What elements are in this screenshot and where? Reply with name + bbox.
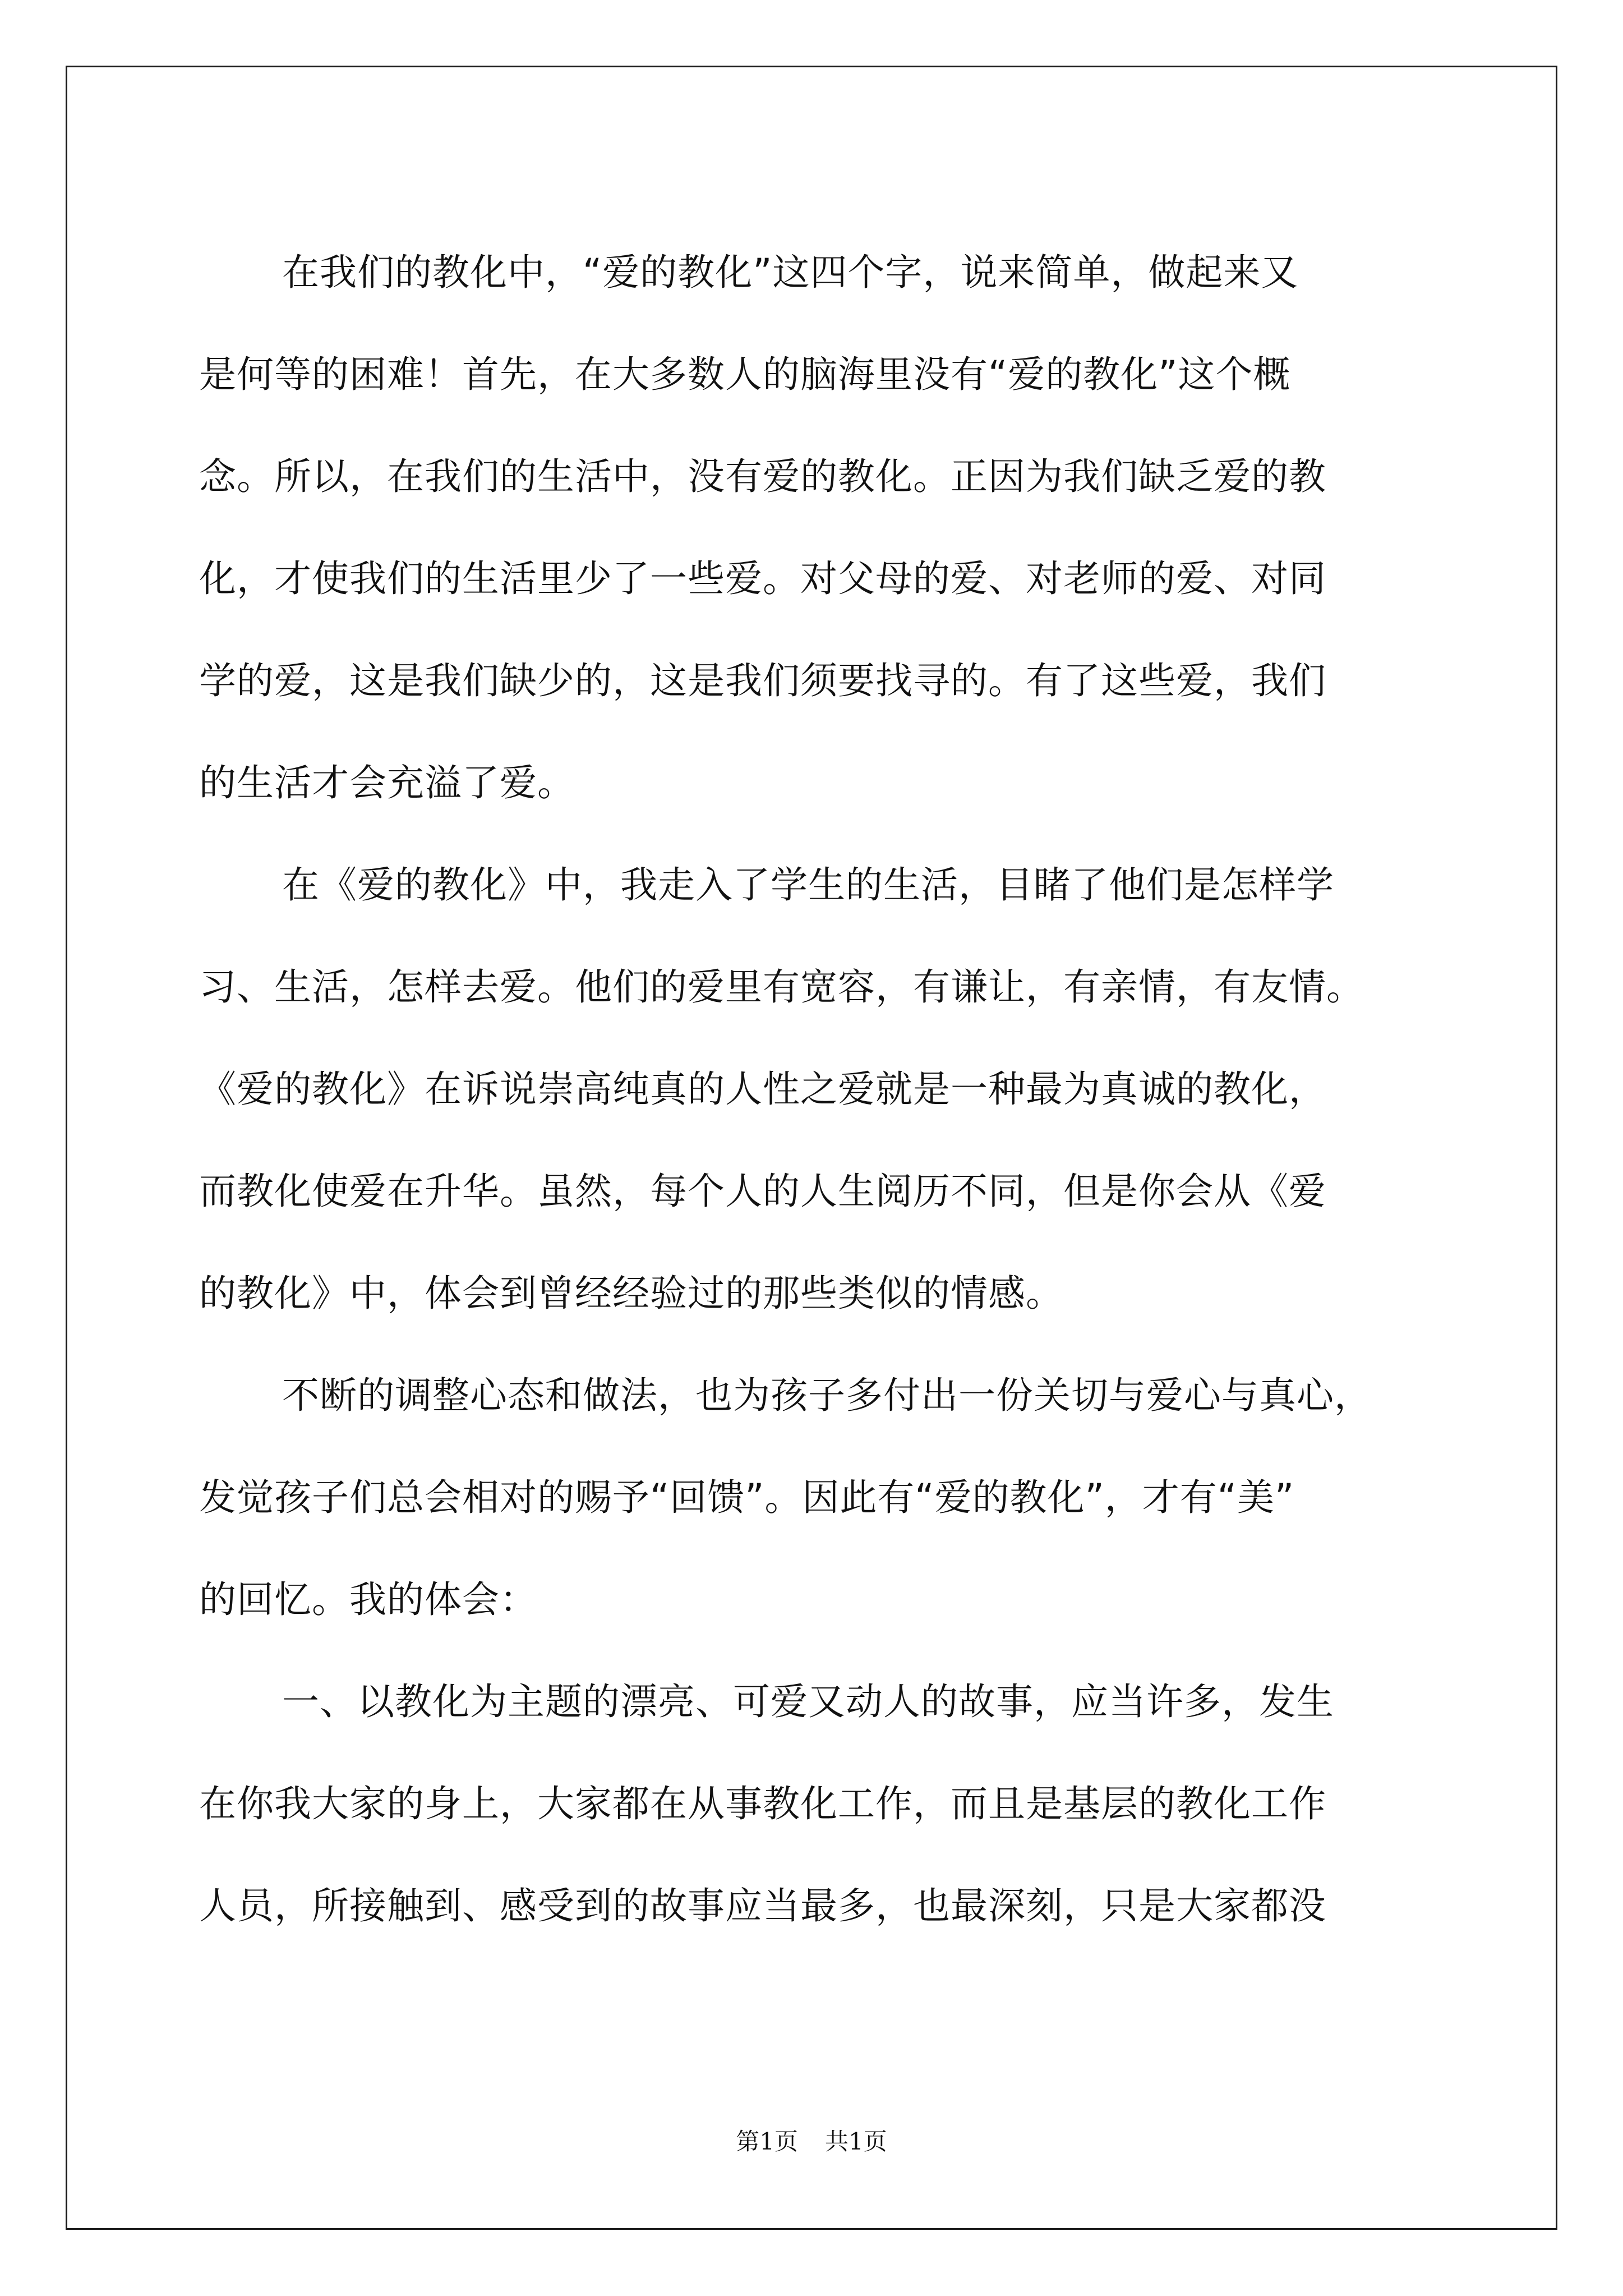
text-line: 人员，所接触到、感受到的故事应当最多，也最深刻，只是大家都没 bbox=[199, 1884, 1326, 1927]
text-line: 在我们的教化中，“爱的教化”这四个字，说来简单，做起来又 bbox=[282, 251, 1299, 294]
text-line: 学的爱，这是我们缺少的，这是我们须要找寻的。有了这些爱，我们 bbox=[199, 659, 1326, 702]
document-body bbox=[199, 222, 1433, 1957]
text-line: 习、生活，怎样去爱。他们的爱里有宽容，有谦让，有亲情，有友情。 bbox=[199, 965, 1364, 1009]
text-line: 在你我大家的身上，大家都在从事教化工作，而且是基层的教化工作 bbox=[199, 1782, 1326, 1825]
text-line: 是何等的困难！首先，在大多数人的脑海里没有“爱的教化”这个概 bbox=[199, 353, 1291, 396]
page-number: 第1页 bbox=[736, 2128, 798, 2155]
text-line: 一、以教化为主题的漂亮、可爱又动人的故事，应当许多，发生 bbox=[282, 1680, 1334, 1723]
text-line: 的生活才会充溢了爱。 bbox=[199, 761, 575, 804]
text-line: 在《爱的教化》中，我走入了学生的生活，目睹了他们是怎样学 bbox=[282, 863, 1334, 907]
text-line: 的教化》中，体会到曾经经验过的那些类似的情感。 bbox=[199, 1272, 1063, 1315]
text-line: 而教化使爱在升华。虽然，每个人的人生阅历不同，但是你会从《爱 bbox=[199, 1170, 1326, 1213]
text-line: 《爱的教化》在诉说崇高纯真的人性之爱就是一种最为真诚的教化， bbox=[199, 1068, 1326, 1111]
text-line: 发觉孩子们总会相对的赐予“回馈”。因此有“爱的教化”，才有“美” bbox=[199, 1476, 1295, 1519]
text-line: 化，才使我们的生活里少了一些爱。对父母的爱、对老师的爱、对同 bbox=[199, 557, 1326, 600]
page-total: 共1页 bbox=[825, 2128, 887, 2155]
text-line: 念。所以，在我们的生活中，没有爱的教化。正因为我们缺乏爱的教 bbox=[199, 455, 1326, 498]
text-line: 不断的调整心态和做法，也为孩子多付出一份关切与爱心与真心， bbox=[282, 1374, 1372, 1417]
page-footer bbox=[0, 2123, 1623, 2157]
text-line: 的回忆。我的体会： bbox=[199, 1578, 537, 1621]
